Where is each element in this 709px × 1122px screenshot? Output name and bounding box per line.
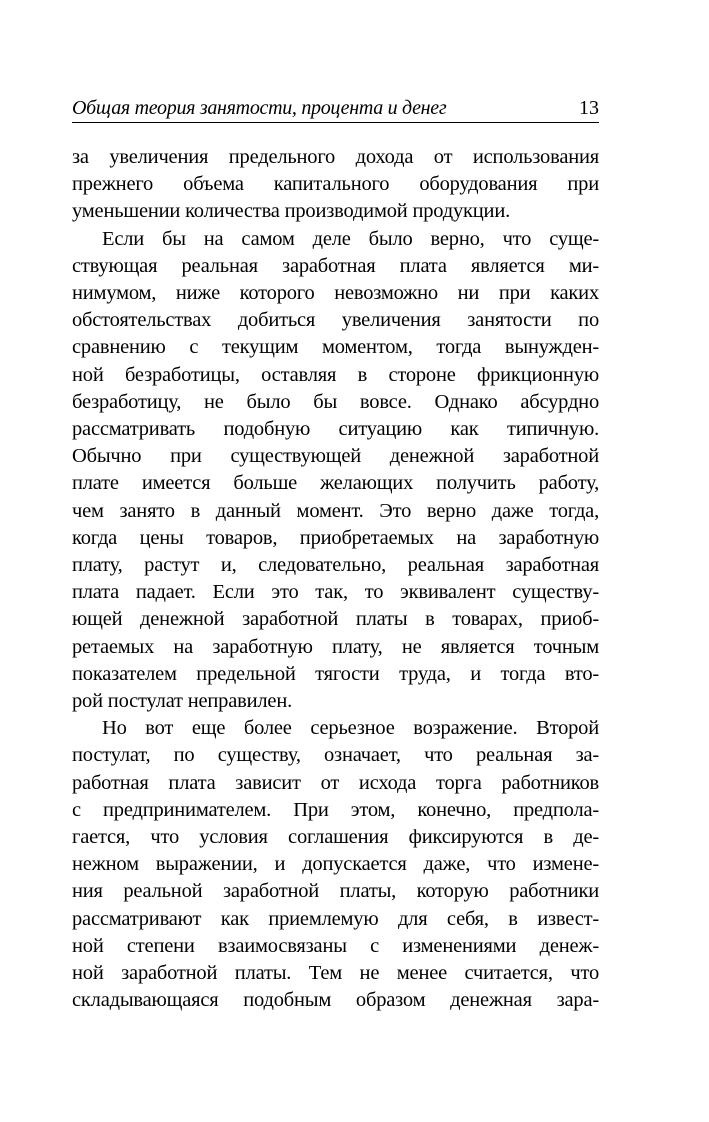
paragraph-line: с предпринимателем. При этом, конечно, предпола- bbox=[72, 798, 599, 821]
paragraph-line: обстоятельствах добиться увеличения занятости по bbox=[72, 309, 599, 332]
paragraph-line: показателем предельной тягости труда, и тогда вто- bbox=[72, 662, 599, 685]
paragraph-line: когда цены товаров, приобретаемых на заработную bbox=[72, 526, 599, 549]
paragraph-line: ния реальной заработной платы, которую работники bbox=[72, 880, 599, 903]
body-text bbox=[72, 144, 599, 1015]
paragraph-line: чем занято в данный момент. Это верно даже тогда, bbox=[72, 499, 599, 522]
book-page bbox=[72, 0, 599, 1122]
paragraph-line: рой постулат неправилен. bbox=[72, 690, 293, 713]
paragraph-line: ствующая реальная заработная плата является ми- bbox=[72, 254, 599, 277]
paragraph-line: плату, растут и, следовательно, реальная заработная bbox=[72, 554, 599, 577]
paragraph-line: ретаемых на заработную плату, не является точным bbox=[72, 635, 599, 658]
paragraph-line: гается, что условия соглашения фиксируются в де- bbox=[72, 826, 599, 849]
paragraph-first-line: Если бы на самом деле было верно, что суще- bbox=[102, 227, 599, 250]
paragraph-first-line: Но вот еще более серьезное возражение. Второй bbox=[102, 717, 599, 740]
paragraph-line: Обычно при существующей денежной заработной bbox=[72, 445, 599, 468]
paragraph-line: ной степени взаимосвязаны с изменениями денеж- bbox=[72, 934, 599, 957]
paragraph-line: складывающаяся подобным образом денежная зара- bbox=[72, 989, 599, 1012]
paragraph-line: рассматривать подобную ситуацию как типичную. bbox=[72, 418, 599, 441]
running-header bbox=[72, 96, 599, 123]
paragraph-line: за увеличения предельного дохода от использования bbox=[72, 146, 599, 168]
page-number: 13 bbox=[579, 97, 599, 119]
paragraph-line: уменьшении количества производимой продукции. bbox=[72, 200, 511, 223]
paragraph-line: плата падает. Если это так, то эквивалент существу- bbox=[72, 581, 599, 604]
paragraph-line: работная плата зависит от исхода торга работников bbox=[72, 771, 599, 794]
paragraph-line: прежнего объема капитального оборудования при bbox=[72, 173, 599, 196]
paragraph-line: ной безработицы, оставляя в стороне фрикционную bbox=[72, 363, 599, 386]
paragraph-line: постулат, по существу, означает, что реальная за- bbox=[72, 744, 599, 767]
paragraph-line: сравнению с текущим моментом, тогда вынужден- bbox=[72, 336, 599, 359]
paragraph-line: безработицу, не было бы вовсе. Однако абсурдно bbox=[72, 390, 599, 413]
paragraph-line: нимумом, ниже которого невозможно ни при каких bbox=[72, 282, 599, 305]
paragraph-line: нежном выражении, и допускается даже, что измене- bbox=[72, 853, 599, 876]
paragraph-line: плате имеется больше желающих получить работу, bbox=[72, 472, 599, 495]
running-header-title: Общая теория занятости, процента и денег bbox=[72, 97, 447, 119]
paragraph-line: рассматривают как приемлемую для себя, в извест- bbox=[72, 907, 599, 930]
paragraph-line: ющей денежной заработной платы в товарах, приоб- bbox=[72, 608, 599, 631]
paragraph-line: ной заработной платы. Тем не менее считается, что bbox=[72, 962, 599, 985]
